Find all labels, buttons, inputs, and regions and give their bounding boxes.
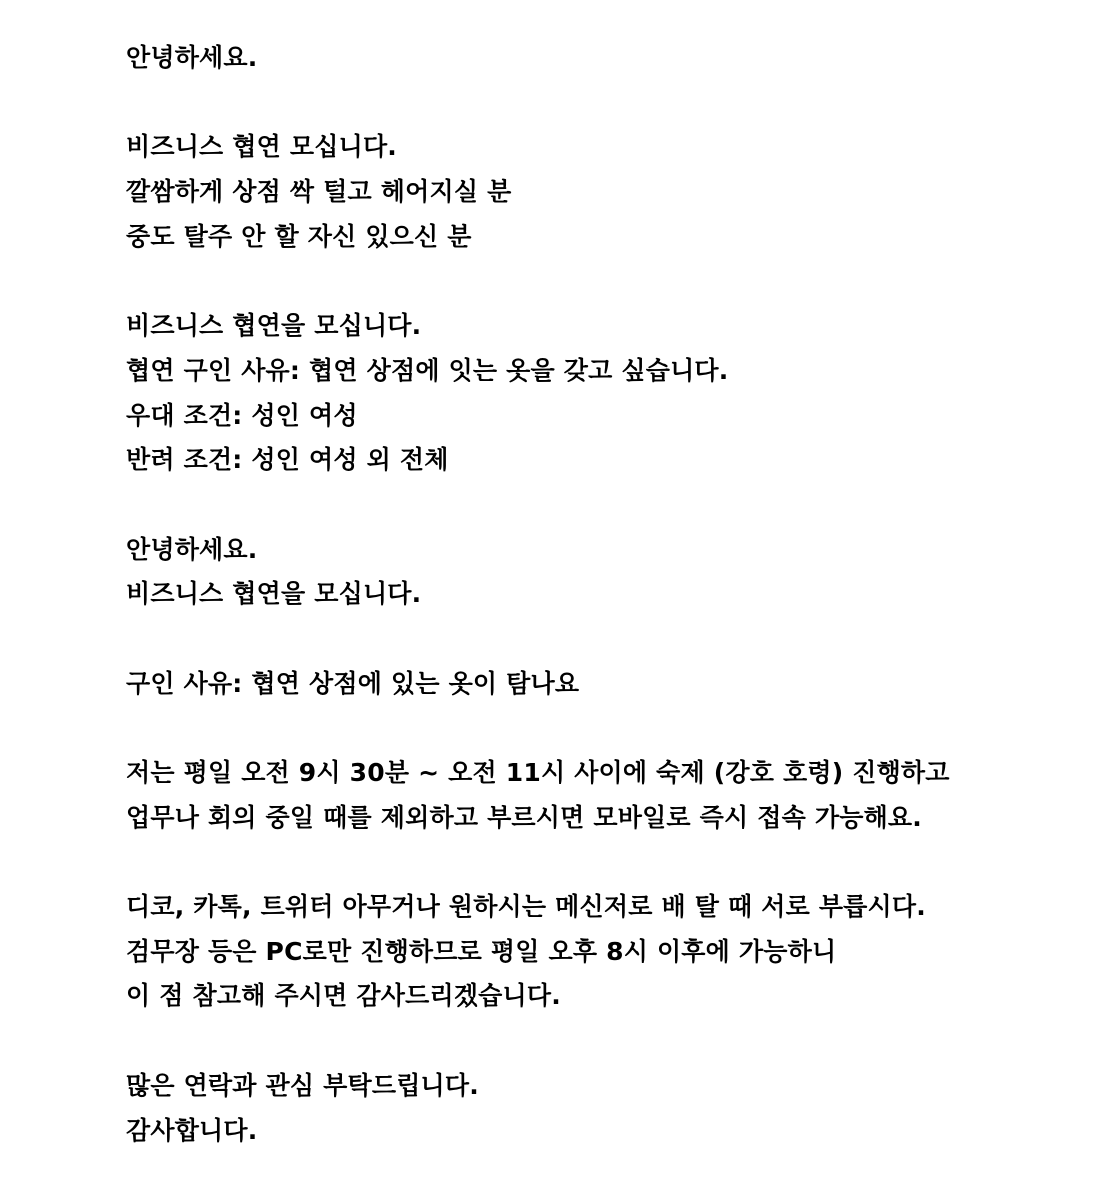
paragraph-gap bbox=[126, 483, 1066, 528]
paragraph-gap bbox=[126, 81, 1066, 126]
paragraph-gap bbox=[126, 706, 1066, 751]
text-line: 감사합니다. bbox=[126, 1115, 258, 1145]
paragraph-gap bbox=[126, 1019, 1066, 1064]
text-line: 비즈니스 협연 모십니다. bbox=[126, 132, 398, 162]
text-line: 디코, 카톡, 트위터 아무거나 원하시는 메신저로 배 탈 때 서로 부릅시다. bbox=[126, 892, 926, 922]
text-line: 반려 조건: 성인 여성 외 전체 bbox=[126, 445, 449, 475]
text-line: 협연 구인 사유: 협연 상점에 잇는 옷을 갖고 싶습니다. bbox=[126, 355, 729, 385]
text-line: 중도 탈주 안 할 자신 있으신 분 bbox=[126, 221, 472, 251]
text-line: 이 점 참고해 주시면 감사드리겠습니다. bbox=[126, 981, 561, 1011]
paragraph-gap bbox=[126, 840, 1066, 885]
paragraph-gap bbox=[126, 617, 1066, 662]
text-line: 비즈니스 협연을 모십니다. bbox=[126, 311, 422, 341]
text-line: 우대 조건: 성인 여성 bbox=[126, 400, 358, 430]
text-line: 저는 평일 오전 9시 30분 ~ 오전 11시 사이에 숙제 (강호 호령) 진행하고 bbox=[126, 758, 950, 787]
text-line: 구인 사유: 협연 상점에 있는 옷이 탐나요 bbox=[126, 668, 580, 698]
text-line: 안녕하세요. bbox=[126, 43, 258, 72]
paragraph-gap bbox=[126, 259, 1066, 304]
document-body bbox=[126, 36, 1066, 1153]
text-line: 검무장 등은 PC로만 진행하므로 평일 오후 8시 이후에 가능하니 bbox=[126, 936, 837, 966]
text-line: 업무나 회의 중일 때를 제외하고 부르시면 모바일로 즉시 접속 가능해요. bbox=[126, 802, 922, 832]
text-line: 비즈니스 협연을 모십니다. bbox=[126, 579, 422, 609]
text-line: 많은 연락과 관심 부탁드립니다. bbox=[126, 1070, 479, 1100]
text-line: 안녕하세요. bbox=[126, 534, 258, 564]
text-line: 깔쌈하게 상점 싹 털고 헤어지실 분 bbox=[126, 177, 512, 207]
